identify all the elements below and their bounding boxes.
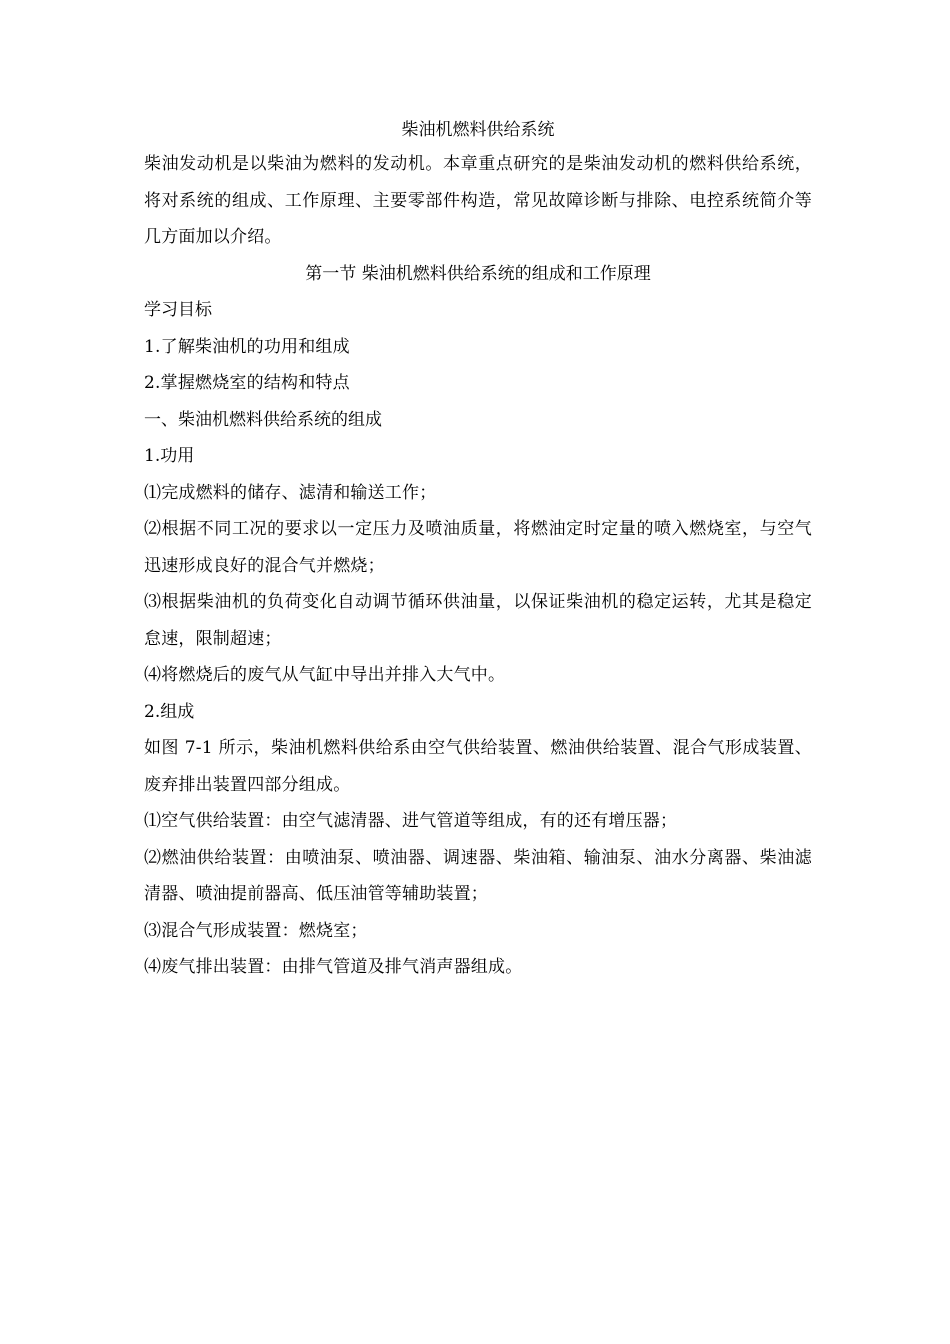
section-title: 第一节 柴油机燃料供给系统的组成和工作原理 — [305, 263, 651, 284]
intro-paragraph: 柴油发动机是以柴油为燃料的发动机。本章重点研究的是柴油发动机的燃料供给系统，将对系统的组成、工作原理、主要零部件构造，常见故障诊断与排除、电控系统简介等几方面加以介绍。 — [144, 154, 812, 247]
component-item: ⑷废气排出装置：由排气管道及排气消声器组成。 — [144, 957, 523, 977]
objective-item: 1.了解柴油机的功用和组成 — [144, 336, 350, 357]
function-item: ⑷将燃烧后的废气从气缸中导出并排入大气中。 — [144, 665, 506, 685]
function-item: ⑶根据柴油机的负荷变化自动调节循环供油量，以保证柴油机的稳定运转，尤其是稳定怠速，限制超速； — [144, 592, 812, 649]
objective-item: 2.掌握燃烧室的结构和特点 — [144, 373, 350, 393]
function-heading: 1.功用 — [144, 446, 195, 466]
part1-heading: 一、柴油机燃料供给系统的组成 — [144, 409, 382, 430]
composition-heading: 2.组成 — [144, 701, 195, 722]
component-item: ⑵燃油供给装置：由喷油泵、喷油器、调速器、柴油箱、输油泵、油水分离器、柴油滤清器、喷油提前器高、低压油管等辅助装置； — [144, 847, 812, 904]
objectives-heading: 学习目标 — [144, 300, 212, 320]
function-item: ⑴完成燃料的储存、滤清和输送工作； — [144, 482, 437, 503]
document-body — [144, 114, 812, 986]
function-item: ⑵根据不同工况的要求以一定压力及喷油质量，将燃油定时定量的喷入燃烧室，与空气迅速形成良好的混合气并燃烧； — [144, 519, 812, 576]
composition-intro: 如图 7-1 所示，柴油机燃料供给系由空气供给装置、燃油供给装置、混合气形成装置、废弃排出装置四部分组成。 — [144, 738, 812, 795]
document-title: 柴油机燃料供给系统 — [401, 120, 555, 140]
component-item: ⑴空气供给装置：由空气滤清器、进气管道等组成，有的还有增压器； — [144, 811, 678, 831]
component-item: ⑶混合气形成装置：燃烧室； — [144, 920, 368, 941]
